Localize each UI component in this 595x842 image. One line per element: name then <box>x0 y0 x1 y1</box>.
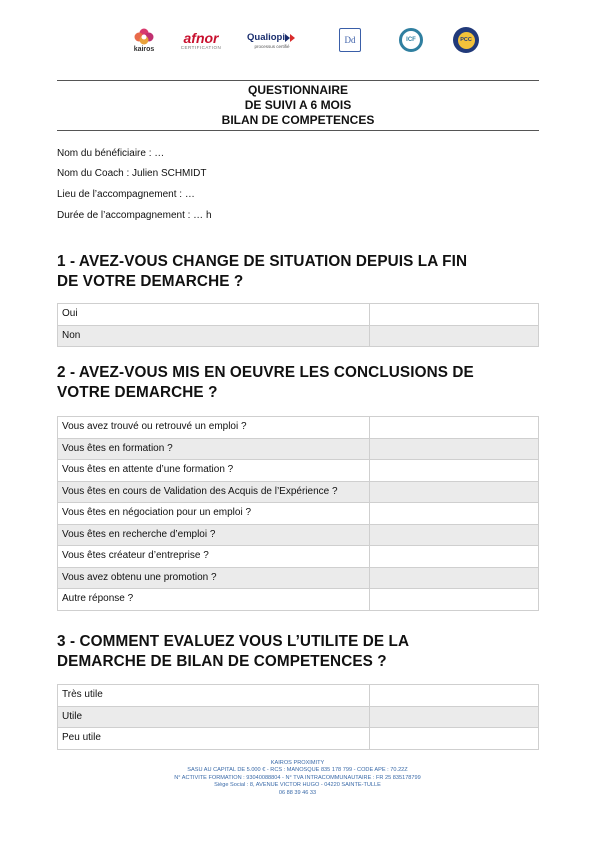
answer-row <box>58 589 539 611</box>
document-title <box>57 83 539 128</box>
answer-check-cell[interactable] <box>370 503 539 525</box>
answer-check-cell[interactable] <box>370 460 539 482</box>
answer-option-label: Vous avez obtenu une promotion ? <box>58 567 370 589</box>
title-bottom-rule <box>57 130 539 131</box>
afnor-wordmark: afnor <box>183 29 219 46</box>
answer-check-cell[interactable] <box>370 325 539 347</box>
answer-option-label: Vous êtes en cours de Validation des Acquis de l’Expérience ? <box>58 481 370 503</box>
title-line-1: QUESTIONNAIRE <box>247 83 348 97</box>
qualiopi-subtitle: processus certifié <box>254 43 290 49</box>
answer-option-label: Oui <box>58 304 370 326</box>
answer-option-label: Très utile <box>58 685 370 707</box>
coach-name-field: Nom du Coach : Julien SCHMIDT <box>57 168 207 179</box>
logo-bar <box>0 22 595 62</box>
answer-check-cell[interactable] <box>370 706 539 728</box>
answer-option-label: Vous êtes en formation ? <box>58 438 370 460</box>
answer-row <box>58 567 539 589</box>
pcc-badge <box>452 22 480 58</box>
beneficiary-name-field: Nom du bénéficiaire : … <box>57 148 165 159</box>
qualiopi-logo <box>241 22 303 58</box>
footer-company-name: KAIROS PROXIMITY <box>270 760 325 766</box>
answer-check-cell[interactable] <box>370 728 539 750</box>
answer-row <box>58 438 539 460</box>
section-2-heading-line-1: 2 - AVEZ-VOUS MIS EN OEUVRE LES CONCLUSIONS DE <box>57 364 474 381</box>
answer-check-cell[interactable] <box>370 546 539 568</box>
title-top-rule <box>57 80 539 81</box>
answer-option-label: Vous êtes en attente d’une formation ? <box>58 460 370 482</box>
answer-check-cell[interactable] <box>370 417 539 439</box>
answer-row <box>58 524 539 546</box>
section-3-table <box>57 684 539 750</box>
flower-icon <box>133 28 155 46</box>
answer-option-label: Vous êtes créateur d’entreprise ? <box>58 546 370 568</box>
dd-logo <box>338 22 362 58</box>
company-footer <box>0 760 595 797</box>
answer-row <box>58 304 539 326</box>
answer-option-label: Vous avez trouvé ou retrouvé un emploi ? <box>58 417 370 439</box>
pcc-label: PCC <box>460 37 472 43</box>
answer-row <box>58 706 539 728</box>
answer-option-label: Utile <box>58 706 370 728</box>
afnor-subtitle: CERTIFICATION <box>180 44 222 50</box>
dd-wordmark: Dd <box>344 35 356 45</box>
section-1-heading <box>57 252 547 292</box>
title-line-2: DE SUIVI A 6 MOIS <box>244 98 352 112</box>
title-line-3: BILAN DE COMPETENCES <box>221 113 375 127</box>
answer-option-label: Autre réponse ? <box>58 589 370 611</box>
footer-phone: 06 88 39 46 33 <box>278 789 317 796</box>
answer-option-label: Non <box>58 325 370 347</box>
footer-legal-info: SASU AU CAPITAL DE 5.000 € - RCS : MANOSQUE 835 178 799 - CODE APE : 70.22Z <box>187 767 408 774</box>
qualiopi-arrows-icon <box>285 32 297 44</box>
answer-row <box>58 460 539 482</box>
kairos-wordmark: kairos <box>133 45 155 53</box>
answer-check-cell[interactable] <box>370 438 539 460</box>
answer-row <box>58 417 539 439</box>
section-2-table <box>57 416 539 611</box>
answer-check-cell[interactable] <box>370 304 539 326</box>
section-3-heading-line-2: DEMARCHE DE BILAN DE COMPETENCES ? <box>57 653 387 670</box>
answer-row <box>58 481 539 503</box>
section-1-heading-line-2: DE VOTRE DEMARCHE ? <box>57 273 244 290</box>
answer-option-label: Vous êtes en recherche d’emploi ? <box>58 524 370 546</box>
afnor-logo <box>170 22 232 58</box>
footer-address: Siège Social : 8, AVENUE VICTOR HUGO - 04220 SAINTE-TULLE <box>214 782 381 789</box>
answer-row <box>58 728 539 750</box>
answer-check-cell[interactable] <box>370 685 539 707</box>
section-1-table <box>57 303 539 347</box>
duration-field: Durée de l’accompagnement : … h <box>57 210 212 221</box>
section-2-heading <box>57 363 547 403</box>
answer-check-cell[interactable] <box>370 589 539 611</box>
section-2-heading-line-2: VOTRE DEMARCHE ? <box>57 384 218 401</box>
answer-row <box>58 685 539 707</box>
answer-row <box>58 325 539 347</box>
answer-row <box>58 503 539 525</box>
icf-label: ICF <box>406 37 416 43</box>
section-3-heading <box>57 632 547 672</box>
answer-option-label: Vous êtes en négociation pour un emploi ? <box>58 503 370 525</box>
answer-option-label: Peu utile <box>58 728 370 750</box>
answer-check-cell[interactable] <box>370 567 539 589</box>
icf-badge <box>397 22 425 58</box>
answer-row <box>58 546 539 568</box>
qualiopi-wordmark: Qualiopi <box>247 32 285 43</box>
kairos-logo <box>128 22 160 58</box>
answer-check-cell[interactable] <box>370 524 539 546</box>
section-1-heading-line-1: 1 - AVEZ-VOUS CHANGE DE SITUATION DEPUIS LA FIN <box>57 253 468 270</box>
section-3-heading-line-1: 3 - COMMENT EVALUEZ VOUS L’UTILITE DE LA <box>57 633 410 650</box>
footer-training-vat: N° ACTIVITE FORMATION : 93040088804 - N° TVA INTRACOMMUNAUTAIRE : FR 25 835178799 <box>174 774 421 781</box>
location-field: Lieu de l’accompagnement : … <box>57 189 195 200</box>
answer-check-cell[interactable] <box>370 481 539 503</box>
